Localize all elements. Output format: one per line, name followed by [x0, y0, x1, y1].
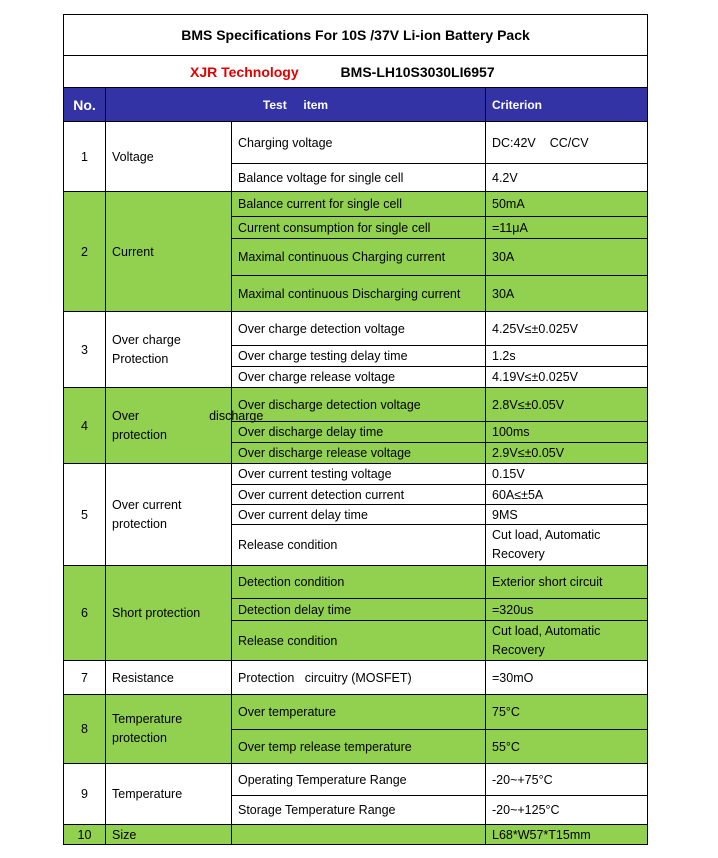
test-item: Storage Temperature Range [232, 796, 486, 825]
header-criterion: Criterion [486, 88, 648, 122]
group-name: Short protection [106, 566, 232, 661]
criterion: =11μA [486, 217, 648, 239]
criterion: 9MS [486, 505, 648, 525]
test-item: Release condition [232, 621, 486, 661]
group-name [106, 695, 232, 764]
criterion: 75°C [486, 695, 648, 730]
group-name-line: protection [112, 516, 167, 531]
criterion: 55°C [486, 730, 648, 764]
test-item: Detection delay time [232, 599, 486, 621]
criterion: 2.8V≤±0.05V [486, 388, 648, 422]
group-name-line: Protection [112, 351, 169, 366]
group-name-line: protection [112, 731, 167, 745]
test-item: Release condition [232, 525, 486, 566]
test-item: Over temp release temperature [232, 730, 486, 764]
criterion [486, 122, 648, 164]
criterion: -20~+125°C [486, 796, 648, 825]
header-test-item [106, 88, 486, 122]
test-item: Detection condition [232, 566, 486, 599]
group-name [106, 388, 264, 464]
header-no: No. [64, 88, 106, 122]
criterion: L68*W57*T15mm [486, 825, 648, 845]
header-item-word: item [303, 97, 329, 112]
criterion [486, 621, 648, 661]
criterion-line: Cut load, Automatic [492, 623, 601, 638]
test-item: Over current detection current [232, 485, 486, 505]
criterion: 100ms [486, 422, 648, 443]
group-name-line: Over charge [112, 332, 181, 347]
criterion: 30A [486, 239, 648, 276]
document-title: BMS Specifications For 10S /37V Li-ion Battery Pack [64, 15, 648, 56]
test-item: Over charge detection voltage [232, 312, 486, 346]
test-item: Over current testing voltage [232, 464, 486, 485]
test-item: Maximal continuous Charging current [232, 239, 486, 276]
group-name: Current [106, 192, 232, 312]
test-item: Over discharge detection voltage [232, 388, 486, 422]
criterion: 4.19V≤±0.025V [486, 367, 648, 388]
group-name: Voltage [106, 122, 232, 192]
group-number: 9 [64, 764, 106, 825]
test-item: Protection circuitry (MOSFET) [232, 661, 486, 695]
group-number: 1 [64, 122, 106, 192]
criterion: 60A≤±5A [486, 485, 648, 505]
criterion-line: Cut load, Automatic [492, 528, 601, 542]
group-name: Temperature [106, 764, 232, 825]
test-item: Over temperature [232, 695, 486, 730]
group-name [106, 464, 232, 566]
test-item: Over discharge release voltage [232, 443, 486, 464]
test-item: Over charge release voltage [232, 367, 486, 388]
group-number: 5 [64, 464, 106, 566]
group-number: 6 [64, 566, 106, 661]
header-test-word: Test [262, 97, 287, 112]
group-name-word: Over [112, 408, 140, 423]
criterion-value: DC:42V [492, 135, 536, 150]
criterion-mode: CC/CV [549, 135, 589, 150]
criterion-line: Recovery [492, 642, 545, 657]
test-item: Over charge testing delay time [232, 346, 486, 367]
criterion [486, 525, 648, 566]
criterion: 1.2s [486, 346, 648, 367]
criterion: =320us [486, 599, 648, 621]
test-item: Balance voltage for single cell [232, 164, 486, 192]
criterion-line: Recovery [492, 547, 545, 561]
group-name: Size [106, 825, 232, 845]
group-number: 4 [64, 388, 106, 464]
criterion: 0.15V [486, 464, 648, 485]
group-name: Resistance [106, 661, 232, 695]
company-name: XJR Technology [190, 63, 299, 80]
test-item: Balance current for single cell [232, 192, 486, 217]
criterion: 30A [486, 276, 648, 312]
model-number: BMS-LH10S3030LI6957 [340, 63, 495, 80]
group-name-word: discharge [209, 408, 264, 423]
group-number: 7 [64, 661, 106, 695]
criterion: 4.2V [486, 164, 648, 192]
test-item: Operating Temperature Range [232, 764, 486, 796]
criterion: Exterior short circuit [486, 566, 648, 599]
group-name-line: Temperature [112, 712, 183, 726]
group-name [106, 312, 232, 388]
test-item: Maximal continuous Discharging current [232, 276, 486, 312]
test-item: Over current delay time [232, 505, 486, 525]
group-number: 2 [64, 192, 106, 312]
test-item: Charging voltage [232, 122, 486, 164]
criterion: =30mO [486, 661, 648, 695]
group-number: 10 [64, 825, 106, 845]
criterion: 4.25V≤±0.025V [486, 312, 648, 346]
test-item [232, 825, 486, 845]
spec-table [63, 14, 648, 845]
group-name-line: protection [112, 427, 167, 442]
criterion: 50mA [486, 192, 648, 217]
group-number: 3 [64, 312, 106, 388]
test-item: Over discharge delay time [232, 422, 486, 443]
group-number: 8 [64, 695, 106, 764]
group-name-line: Over current [112, 497, 182, 512]
criterion: 2.9V≤±0.05V [486, 443, 648, 464]
test-item: Current consumption for single cell [232, 217, 486, 239]
criterion: -20~+75°C [486, 764, 648, 796]
brand-row [64, 56, 648, 88]
